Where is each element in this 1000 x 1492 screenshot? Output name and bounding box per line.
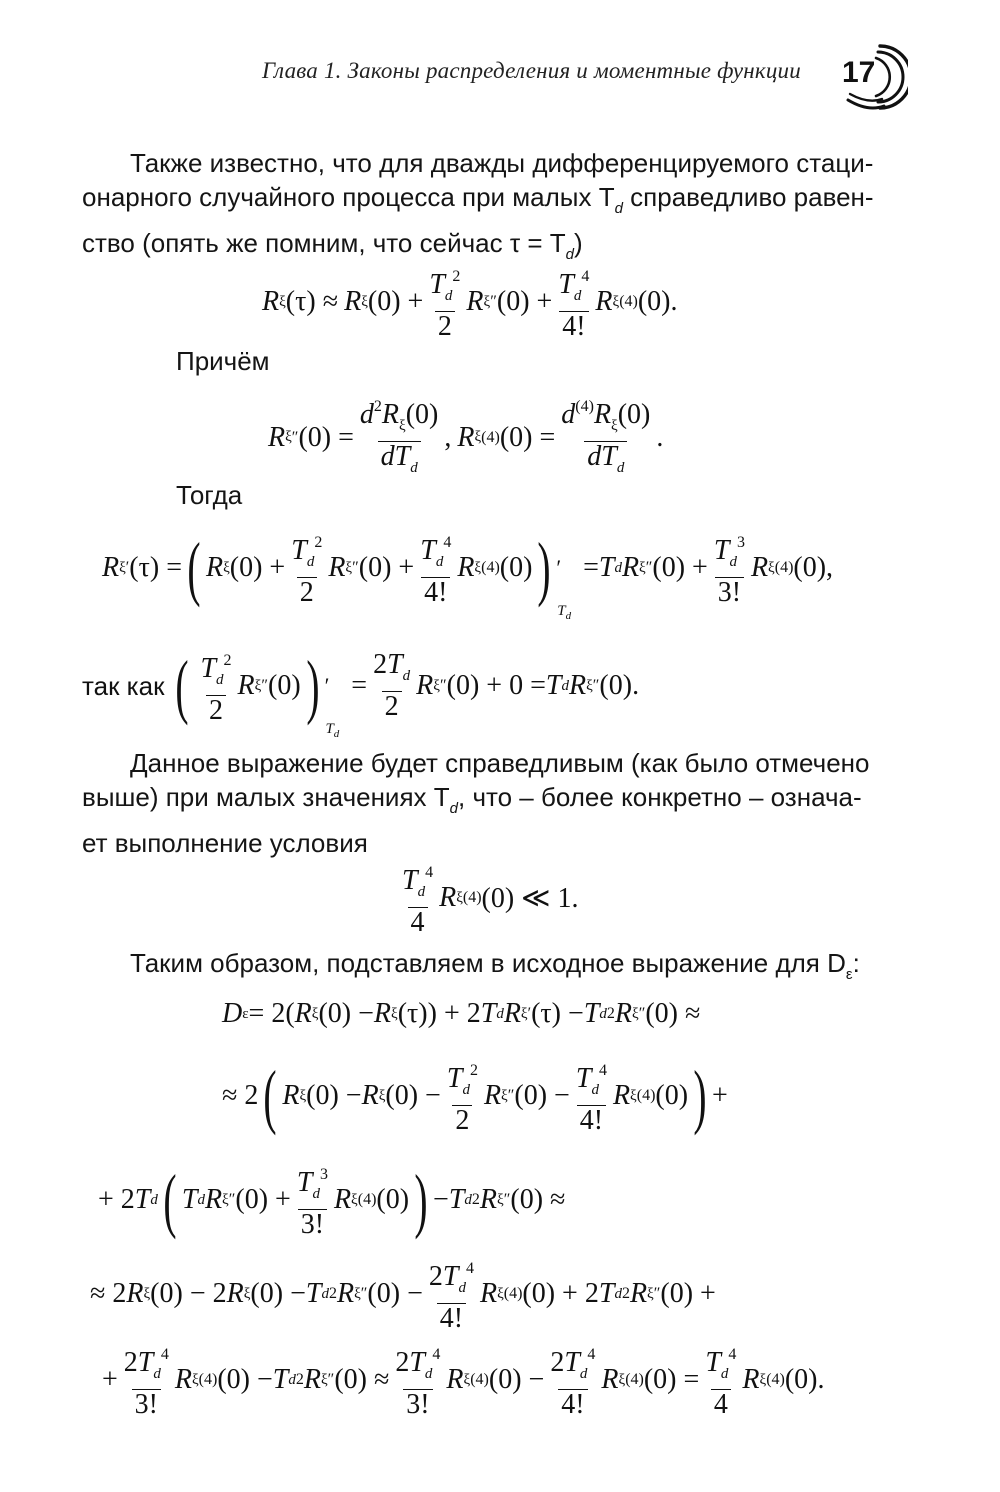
- formula-derivatives: R ξ ″ (0) = $\frac{d^2R_\xi(0)}{dT_d}$ , R ξ (4) (0) = $\frac{d^{(4)}R_\xi(0)}{dT_d}$ .: [268, 392, 663, 483]
- running-title: Глава 1. Законы распределения и моментные функции: [262, 58, 801, 83]
- symbol-d: d: [565, 246, 574, 263]
- formula-taylor: R ξ (τ) ≈ R ξ (0) + $\frac{T_d^2}{2}$ R ξ ″ (0) + $\frac{T_d^4}{4!}$ R ξ (4) (0).: [262, 268, 678, 342]
- paragraph-intro: [82, 146, 897, 272]
- page-number: 17: [842, 56, 876, 89]
- para-line: выше) при малых значениях T: [82, 782, 450, 812]
- formula-d-line-2: ≈ 2 ( R ξ (0) − R ξ (0) − $\frac{T_d^2}{2}$ R ξ ″ (0) − $\frac{T_d^4}{4!}$ R ξ (4) (0) ) +: [222, 1056, 728, 1136]
- formula-first-derivative: R ξ ′ (τ) = ( R ξ (0) + $\frac{T_d^2}{2}$ R ξ ″ (0) + $\frac{T_d^4}{4!}$ R ξ (4) (0) ) ′ $T_d$ = T d R ξ ″ (0) + $\frac{T_d^3}{3!}$ R ξ (4) (0),: [102, 528, 834, 622]
- formula-d-line-5: + $\frac{2T_d^4}{3!}$ R ξ (4) (0) − T d 2 R ξ ″ (0) ≈ $\frac{2T_d^4}{3!}$ R ξ (4) (0) − $\frac{2T_d^4}{4!}$ R ξ (4) (0) = $\frac{T_d^4}{4}$ R ξ (4) (0).: [102, 1346, 825, 1420]
- word-tak-kak: так как: [82, 670, 165, 701]
- formula-d-line-3: + 2 T d ( T d R ξ ″ (0) + $\frac{T_d^3}{3!}$ R ξ (4) (0) ) − T d 2 R ξ ″ (0) ≈: [98, 1160, 566, 1240]
- word-togda: Тогда: [176, 480, 243, 510]
- page-number-arcs-icon: [840, 40, 908, 114]
- paragraph-condition: [82, 746, 897, 860]
- para-line: ): [573, 228, 583, 258]
- word-prichem: Причём: [176, 346, 270, 376]
- formula-since: так как ( $\frac{T_d^2}{2}$ R ξ ″ (0) ) ′ $T_d$ = $\frac{2T_d}{2}$ R ξ ″ (0) + 0 = T d R ξ ″ (0).: [82, 646, 640, 740]
- para-line: ет выполнение условия: [82, 828, 368, 858]
- formula-d-line-1: D ε = 2( R ξ (0) − R ξ (τ)) + 2 T d R ξ ′ (τ) − T d 2 R ξ ″ (0) ≈: [222, 998, 701, 1029]
- para-line: Таким образом, подставляем в исходное выражение для D: [130, 948, 846, 978]
- para-line: :: [852, 948, 860, 978]
- symbol-d: d: [449, 800, 458, 817]
- para-line: , что – более конкретно – означа-: [458, 782, 862, 812]
- symbol-eps: ε: [845, 966, 853, 983]
- para-line: справедливо равен-: [630, 182, 874, 212]
- para-line: онарного случайного процесса при малых T: [82, 182, 615, 212]
- formula-d-line-4: ≈ 2 R ξ (0) − 2 R ξ (0) − T d 2 R ξ ″ (0) − $\frac{2T_d^4}{4!}$ R ξ (4) (0) + 2 T d 2 R ξ ″ (0) +: [90, 1260, 716, 1334]
- paragraph-substitute: [82, 946, 897, 992]
- symbol-d: d: [614, 200, 623, 217]
- para-line: ство (опять же помним, что сейчас τ = T: [82, 228, 566, 258]
- para-line: Также известно, что для дважды дифференцируемого стаци-: [130, 148, 874, 178]
- formula-condition: $\frac{T_d^4}{4}$ R ξ (4) (0) ≪ 1.: [402, 864, 579, 938]
- para-line: Данное выражение будет справедливым (как было отмечено: [130, 748, 870, 778]
